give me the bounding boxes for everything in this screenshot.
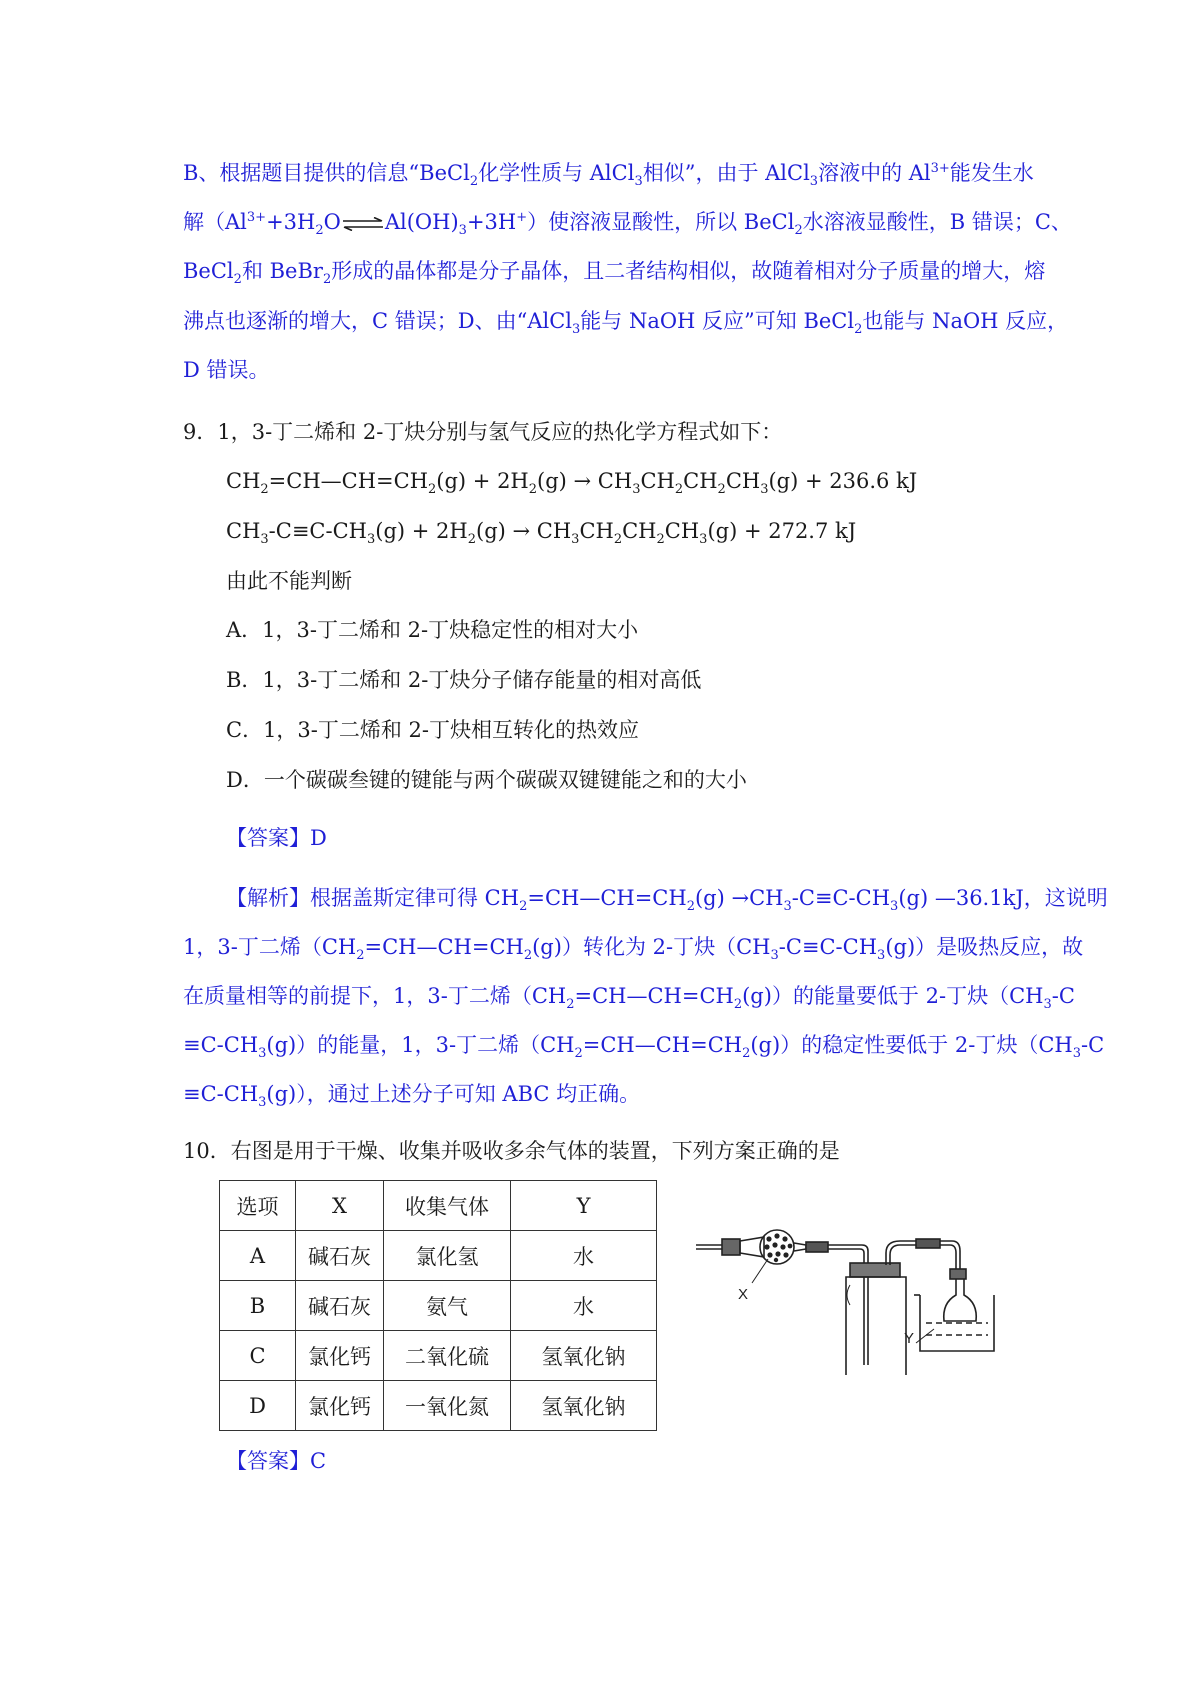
- table-cell: B: [220, 1281, 296, 1331]
- table-cell: 氯化钙: [296, 1331, 384, 1381]
- diagram-label-x: X: [738, 1286, 749, 1303]
- question-9-answer: [226, 824, 327, 852]
- table-cell: 一氧化氮: [384, 1381, 511, 1431]
- answer-label: 【答案】: [226, 826, 310, 850]
- answer-value: C: [310, 1449, 327, 1473]
- table-cell: 氯化钙: [296, 1381, 384, 1431]
- table-header-cell: 收集气体: [384, 1181, 511, 1231]
- explanation-b-line-3: BeCl$_2$和 BeBr$_2$形成的晶体都是分子晶体，且二者结构相似，故随着相对分子质量的增大，熔: [183, 259, 1046, 288]
- explanation-b-line-4: 沸点也逐渐的增大，C 错误；D、由“AlCl$_3$能与 NaOH 反应”可知 BeCl$_2$也能与 NaOH 反应，: [183, 309, 1069, 338]
- question-9-stem: 9．1，3-丁二烯和 2-丁炔分别与氢气反应的热化学方程式如下：: [183, 420, 783, 444]
- table-cell: 二氧化硫: [384, 1331, 511, 1381]
- question-10-stem: 10．右图是用于干燥、收集并吸收多余气体的装置，下列方案正确的是: [183, 1139, 840, 1163]
- table-cell: 氨气: [384, 1281, 511, 1331]
- explanation-b-line-5: D 错误。: [183, 358, 270, 382]
- table-header-cell: X: [296, 1181, 384, 1231]
- table-row: [220, 1331, 657, 1381]
- explanation-b-line-2: 解（$Al^{3+}+3H_2O$ $Al(OH)_3+3H^+$）使溶液显酸性，所以 BeCl$_2$水溶液显酸性，B 错误；C、: [183, 210, 1072, 239]
- question-9-prompt: 由此不能判断: [226, 569, 352, 593]
- question-10-answer: [226, 1447, 326, 1475]
- table-cell: 氢氧化钠: [511, 1331, 657, 1381]
- table-row: [220, 1281, 657, 1331]
- diagram-label-y: Y: [904, 1330, 915, 1347]
- table-cell: 碱石灰: [296, 1231, 384, 1281]
- analysis-line-2: 1，3-丁二烯$(CH_2=CH—CH=CH_2(g))$转化为 2-丁炔$(CH_3-C\equiv C-CH_3(g))$是吸热反应，故: [183, 935, 1084, 964]
- equation-1: $CH_2=CH—CH=CH_2(g) + 2H_2(g) \to CH_3CH_2CH_2CH_3(g) + 236.6$ kJ: [226, 469, 918, 498]
- table-row: [220, 1231, 657, 1281]
- equilibrium-arrow-icon: [341, 217, 385, 231]
- analysis-line-4: $\equiv C-CH_3(g)$）的能量，1，3-丁二烯$(CH_2=CH—CH=CH_2(g))$的稳定性要低于 2-丁炔（$CH_3-C$: [183, 1033, 1105, 1062]
- analysis-line-5: $\equiv C-CH_3(g)$），通过上述分子可知 ABC 均正确。: [183, 1082, 641, 1111]
- table-cell: 氢氧化钠: [511, 1381, 657, 1431]
- table-cell: D: [220, 1381, 296, 1431]
- apparatus-diagram: [694, 1225, 1034, 1375]
- table-header-row: [220, 1181, 657, 1231]
- explanation-b-line-1: B、根据题目提供的信息“BeCl$_2$化学性质与 AlCl$_3$相似”，由于 AlCl$_3$溶液中的 $Al^{3+}$能发生水: [183, 161, 1034, 190]
- option-b: B．1，3-丁二烯和 2-丁炔分子储存能量的相对高低: [226, 668, 702, 692]
- table-header-cell: 选项: [220, 1181, 296, 1231]
- answer-label: 【答案】: [226, 1449, 310, 1473]
- table-row: [220, 1381, 657, 1431]
- table-cell: 碱石灰: [296, 1281, 384, 1331]
- table-cell: A: [220, 1231, 296, 1281]
- equation-2: $CH_3-C\equiv C-CH_3(g) + 2H_2(g) \to CH_3CH_2CH_2CH_3(g) + 272.7$ kJ: [226, 519, 857, 548]
- answer-value: D: [310, 826, 327, 850]
- analysis-label: 【解析】: [226, 886, 310, 910]
- table-cell: C: [220, 1331, 296, 1381]
- option-c: C．1，3-丁二烯和 2-丁炔相互转化的热效应: [226, 718, 640, 742]
- options-table: [219, 1180, 657, 1431]
- table-cell: 氯化氢: [384, 1231, 511, 1281]
- option-a: A．1，3-丁二烯和 2-丁炔稳定性的相对大小: [226, 618, 639, 642]
- table-cell: 水: [511, 1231, 657, 1281]
- analysis-line-3: 在质量相等的前提下，1，3-丁二烯$(CH_2=CH—CH=CH_2(g))$的能量要低于 2-丁炔（$CH_3-C$: [183, 984, 1075, 1013]
- table-header-cell: Y: [511, 1181, 657, 1231]
- table-cell: 水: [511, 1281, 657, 1331]
- analysis-line-1: 【解析】根据盖斯定律可得 $CH_2=CH—CH=CH_2(g) \to CH_3-C\equiv C-CH_3(g)$ —36.1kJ，这说明: [226, 886, 1108, 915]
- option-d: D．一个碳碳叁键的键能与两个碳碳双键键能之和的大小: [226, 768, 747, 792]
